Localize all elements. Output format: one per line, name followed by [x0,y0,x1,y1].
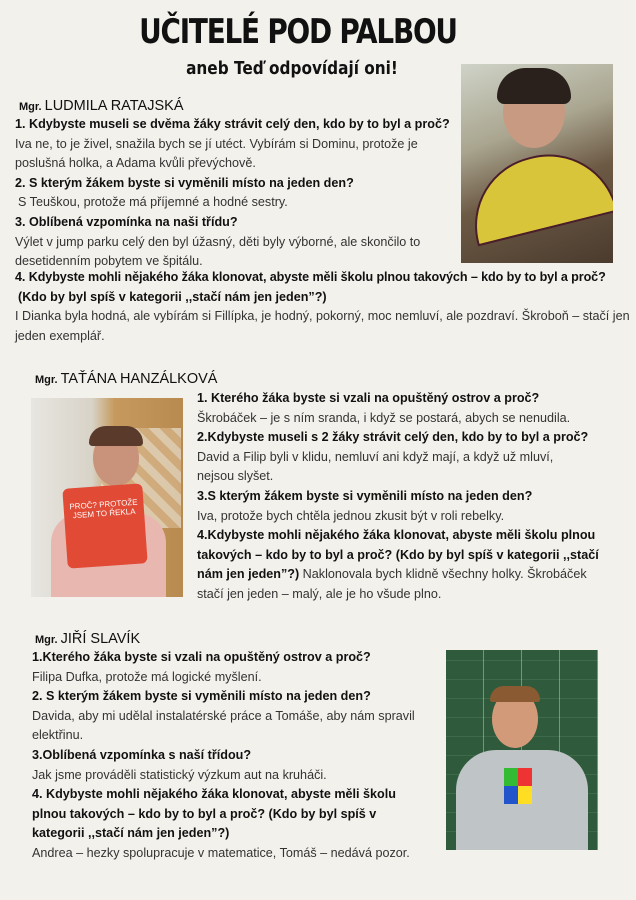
teacher-name-1: Mgr. LUDMILA RATAJSKÁ [19,98,184,114]
answer: Davida, aby mi udělal instalatérské práce a Tomáše, aby nám spravil elektřinu. [32,708,415,743]
photo-tatana-hanzalkova [31,398,183,597]
qa-block-1 [15,115,460,272]
answer: I Dianka byla hodná, ale vybírám si Fillípka, je hodný, pokorný, moc nemluví, ale pozdraví. Škroboň – stačí jen jeden exemplář. [15,309,630,343]
page-title: UČITELÉ POD PALBOU [139,12,457,52]
qa-block-1b [15,268,635,346]
question: 1.Kterého žáka byste si vzali na opuštěný ostrov a proč? [32,650,371,664]
answer: Andrea – hezky spolupracuje v matematice, Tomáš – nedává pozor. [32,845,410,860]
teacher-name-3: Mgr. JIŘÍ SLAVÍK [35,631,141,647]
answer: Naklonovala bych klidně všechny holky. Škrobáček stačí jen jeden – malý, ale je ho všude plno. [197,567,587,601]
photo-ludmila-ratajska [461,64,613,263]
qa-block-2 [197,389,617,605]
answer: Filipa Dufka, protože má logické myšlení. [32,669,262,684]
qa-block-3 [32,648,437,864]
question: 1. Kdybyste museli se dvěma žáky strávit celý den, kdo by to byl a proč? [15,117,450,131]
question: 4. Kdybyste mohli nějakého žáka klonovat, abyste měli školu plnou takových – kdo by to byl a proč? [15,270,606,284]
teacher-name-2: Mgr. TAŤÁNA HANZÁLKOVÁ [35,371,218,387]
page-subtitle: aneb Teď odpovídají oni! [186,58,398,79]
answer: Iva ne, to je živel, snažila bych se jí utéct. Vybírám si Dominu, protože je poslušná holka, a Adama kvůli převýchově. [15,136,418,171]
question: 4.Kdybyste mohli nějakého žáka klonovat, abyste měli školu plnou takových – kdo by to byl a proč? (Kdo by byl spíš v kategorii ,,stačí nám jen jeden”?) [197,528,599,582]
question: 4. Kdybyste mohli nějakého žáka klonovat, abyste měli školu plnou takových – kdo by to byl a proč? (Kdo by byl spíš v kategorii ,,stačí nám jen jeden”?) [32,787,396,841]
answer: Výlet v jump parku celý den byl úžasný, děti byly výborné, ale skončilo to desetidenním pobytem ve špitálu. [15,234,421,269]
answer: David a Filip byli v klidu, nemluví ani když mají, a když už mluví, nejsou slyšet. [197,449,554,484]
question: 2. S kterým žákem byste si vyměnili místo na jeden den? [15,175,354,190]
answer: Iva, protože bych chtěla jednou zkusit být v roli rebelky. [197,508,505,523]
answer: Jak jsme prováděli statistický výzkum aut na kruháči. [32,767,327,782]
question: 2.Kdybyste museli s 2 žáky strávit celý den, kdo by to byl a proč? [197,430,589,445]
question: 3.Oblíbená vzpomínka s naší třídou? [32,747,252,762]
question: 3.S kterým žákem byste si vyměnili místo na jeden den? [197,488,533,503]
photo-jiri-slavik [446,650,598,850]
question: 2. S kterým žákem byste si vyměnili místo na jeden den? [32,689,371,704]
question: (Kdo by byl spíš v kategorii ,,stačí nám jen jeden”?) [18,289,327,304]
answer: Škrobáček – je s ním sranda, i když se postará, abych se nenudila. [197,410,571,425]
question: 1. Kterého žáka byste si vzali na opuštěný ostrov a proč? [197,391,540,405]
shirt-text: PROČ? PROTOŽE JSEM TO ŘEKLA [62,483,147,568]
answer: S Teuškou, protože má příjemné a hodné sestry. [18,195,288,210]
question: 3. Oblíbená vzpomínka na naši třídu? [15,214,238,229]
